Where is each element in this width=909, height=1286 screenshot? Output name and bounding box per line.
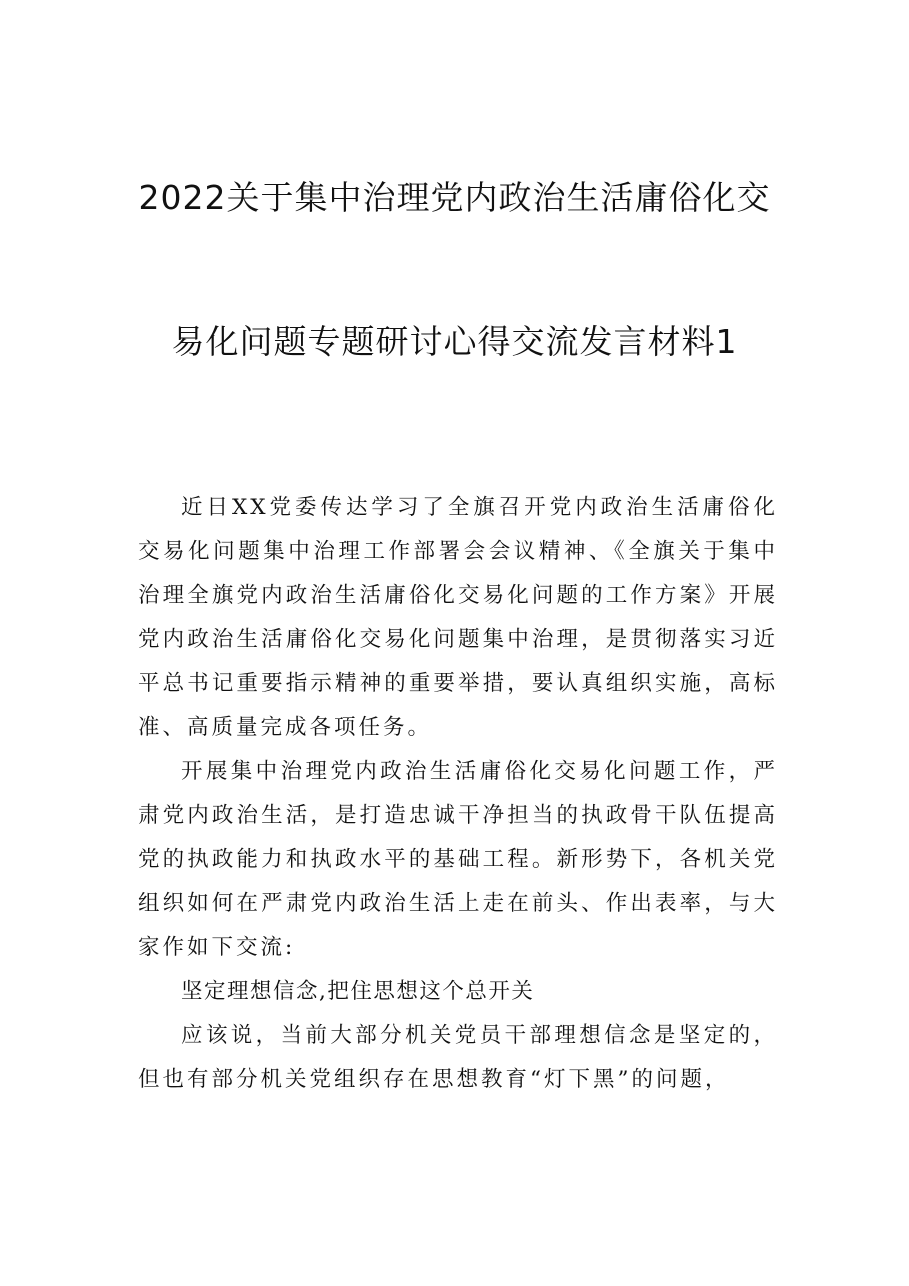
paragraph-ideals: 应该说，当前大部分机关党员干部理想信念是坚定的，但也有部分机关党组织存在思想教育“灯下黑”的问题， (138, 1023, 778, 1092)
paragraph-governance: 开展集中治理党内政治生活庸俗化交易化问题工作，严肃党内政治生活，是打造忠诚干净担当的执政骨干队伍提高党的执政能力和执政水平的基础工程。新形势下，各机关党组织如何在严肃党内政治生活上走在前头、作出表率，与大家作如下交流: (138, 759, 778, 960)
section-heading: 坚定理想信念,把住思想这个总开关 (181, 979, 535, 1004)
paragraph-intro: 近日XX党委传达学习了全旗召开党内政治生活庸俗化交易化问题集中治理工作部署会会议精神、《全旗关于集中治理全旗党内政治生活庸俗化交易化问题的工作方案》开展党内政治生活庸俗化交易化问题集中治理，是贯彻落实习近平总书记重要指示精神的重要举措，要认真组织实施，高标准、高质量完成各项任务。 (138, 495, 778, 740)
document-title-line-2: 易化问题专题研讨心得交流发言材料1 (171, 322, 738, 361)
document-body (138, 486, 778, 1102)
document-title-line-1: 2022关于集中治理党内政治生活庸俗化交 (138, 178, 771, 217)
